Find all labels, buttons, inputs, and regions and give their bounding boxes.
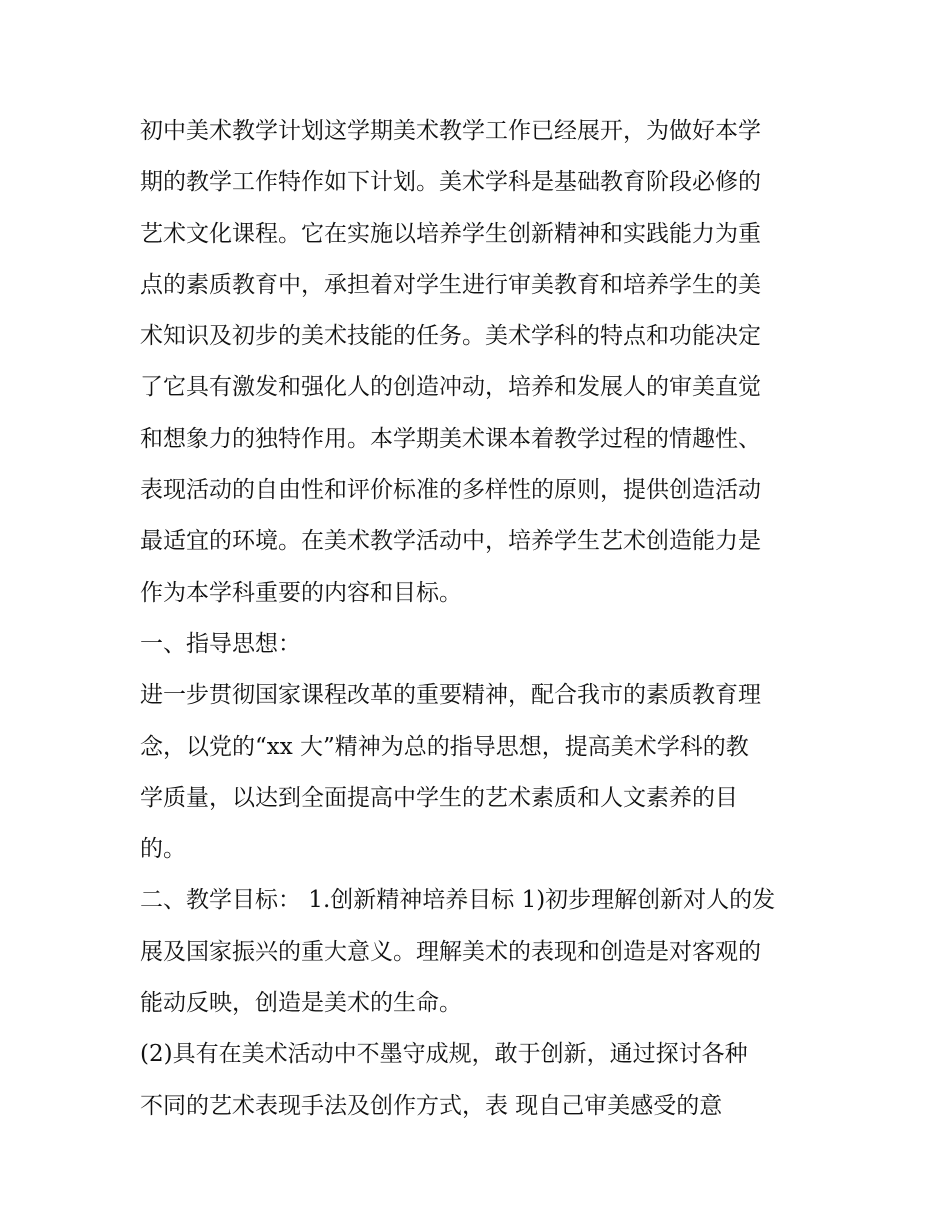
section-heading: 一、指导思想： [140, 630, 301, 657]
text-line: 学质量，以达到全面提高中学生的艺术素质和人文素养的目 [140, 784, 738, 811]
text-line: 能动反映，创造是美术的生命。 [140, 990, 462, 1017]
text-line: 念，以党的“xx 大”精神为总的指导思想，提高美术学科的教 [140, 733, 749, 760]
text-line: 术知识及初步的美术技能的任务。美术学科的特点和功能决定 [140, 323, 761, 350]
text-line: (2)具有在美术活动中不墨守成规，敢于创新，通过探讨各种 [140, 1041, 748, 1068]
text-line: 点的素质教育中，承担着对学生进行审美教育和培养学生的美 [140, 271, 761, 298]
section-heading: 二、教学目标： 1.创新精神培养目标 1)初步理解创新对人的发 [140, 887, 776, 914]
text-line: 和想象力的独特作用。本学期美术课本着教学过程的情趣性、 [140, 425, 761, 452]
text-line: 了它具有激发和强化人的创造冲动，培养和发展人的审美直觉 [140, 374, 761, 401]
text-line: 初中美术教学计划这学期美术教学工作已经展开，为做好本学 [140, 118, 761, 144]
text-line: 表现活动的自由性和评价标准的多样性的原则，提供创造活动 [140, 477, 761, 504]
text-line: 的。 [140, 836, 186, 863]
text-line: 最适宜的环境。在美术教学活动中，培养学生艺术创造能力是 [140, 528, 761, 555]
text-line: 期的教学工作特作如下计划。美术学科是基础教育阶段必修的 [140, 169, 761, 196]
text-line: 艺术文化课程。它在实施以培养学生创新精神和实践能力为重 [140, 220, 761, 247]
text-line: 展及国家振兴的重大意义。理解美术的表现和创造是对客观的 [140, 938, 761, 965]
text-line: 不同的艺术表现手法及创作方式，表 现自己审美感受的意 [140, 1092, 723, 1119]
document-body [140, 106, 812, 1132]
text-line: 进一步贯彻国家课程改革的重要精神，配合我市的素质教育理 [140, 682, 761, 709]
text-line: 作为本学科重要的内容和目标。 [140, 579, 462, 606]
